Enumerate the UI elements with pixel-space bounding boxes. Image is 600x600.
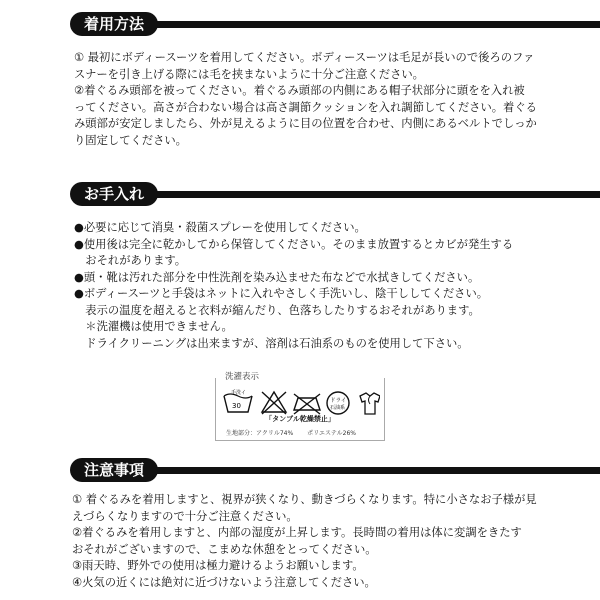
- text-line: ②着ぐるみ頭部を被ってください。着ぐるみ頭部の内側にある帽子状部分に頭をを入れ被: [74, 84, 525, 97]
- text-line: ④火気の近くには絶対に近づけないよう注意してください。: [72, 575, 376, 589]
- no-bleach-icon: [262, 392, 286, 414]
- dry-sub-label: 石油系: [330, 405, 346, 411]
- section-title-wearing: 着用方法: [70, 12, 158, 36]
- wearing-instructions: [74, 50, 544, 149]
- material-sub: ポリエステル26%: [307, 430, 356, 437]
- material-composition: [226, 428, 386, 437]
- text-line: ＊洗濯機は使用できません。: [74, 320, 233, 333]
- text-line: スナーを引き上げる際には毛を挟まないように十分ご注意ください。: [74, 67, 424, 81]
- dry-label: ドライ: [330, 398, 347, 404]
- text-line: ① 着ぐるみを着用しますと、視界が狭くなり、動きづらくなります。特に小さなお子様が見: [72, 493, 537, 506]
- laundry-title: 洗濯表示: [222, 370, 262, 382]
- section-title-care: お手入れ: [70, 182, 158, 206]
- header-rule: [130, 467, 600, 474]
- text-line: ●頭・靴は汚れた部分を中性洗剤を染み込ませた布などで水拭きしてください。: [74, 270, 480, 284]
- no-iron-icon: [294, 394, 320, 414]
- text-line: 表示の温度を超えると衣料が縮んだり、色落ちしたりするおそれがあります。: [74, 303, 480, 317]
- text-line: おそれがございますので、こまめな休憩をとってください。: [72, 542, 377, 556]
- text-line: ① 最初にボディースーツを着用してください。ボディースーツは毛足が長いので後ろのファ: [74, 51, 535, 64]
- laundry-symbols: [220, 388, 380, 416]
- caution-notes: [72, 492, 542, 591]
- text-line: ●必要に応じて消臭・殺菌スプレーを使用してください。: [74, 221, 366, 234]
- text-line: み頭部が安定しましたら、外が見えるように目の位置を合わせ、内側にあるベルトでしっか: [74, 117, 537, 130]
- text-line: ってください。高さが合わない場合は高さ調節クッションを入れ調節してください。着ぐる: [74, 100, 537, 114]
- laundry-label: [215, 372, 385, 441]
- text-line: ③雨天時、野外での使用は極力避けるようお願いします。: [72, 559, 364, 572]
- wash-temp-label: 30: [232, 402, 241, 410]
- material-label: 生地部分：アクリル74%: [226, 430, 294, 437]
- header-rule: [130, 21, 600, 28]
- section-title-caution: 注意事項: [70, 458, 158, 482]
- care-instructions: [74, 220, 544, 352]
- text-line: ドライクリーニングは出来ますが、溶剤は石油系のものを使用して下さい。: [74, 336, 469, 350]
- text-line: ●ボディースーツと手袋はネットに入れやさしく手洗いし、陰干ししてください。: [74, 287, 489, 300]
- hand-wash-label: 手洗イ: [231, 390, 247, 396]
- text-line: おそれがあります。: [74, 254, 187, 267]
- text-line: ●使用後は完全に乾かしてから保管してください。そのまま放置するとカビが発生する: [74, 237, 514, 251]
- text-line: えづらくなりますので十分ご注意ください。: [72, 509, 298, 523]
- hang-dry-icon: [360, 393, 380, 414]
- tumble-dry-ban: 「タンブル乾燥禁止」: [265, 415, 335, 423]
- text-line: ②着ぐるみを着用しますと、内部の湿度が上昇します。長時間の着用は体に変調をきたす: [72, 526, 522, 539]
- text-line: り固定してください。: [74, 133, 187, 147]
- dry-clean-icon: [327, 392, 349, 414]
- hand-wash-icon: [224, 389, 252, 412]
- header-rule: [130, 191, 600, 198]
